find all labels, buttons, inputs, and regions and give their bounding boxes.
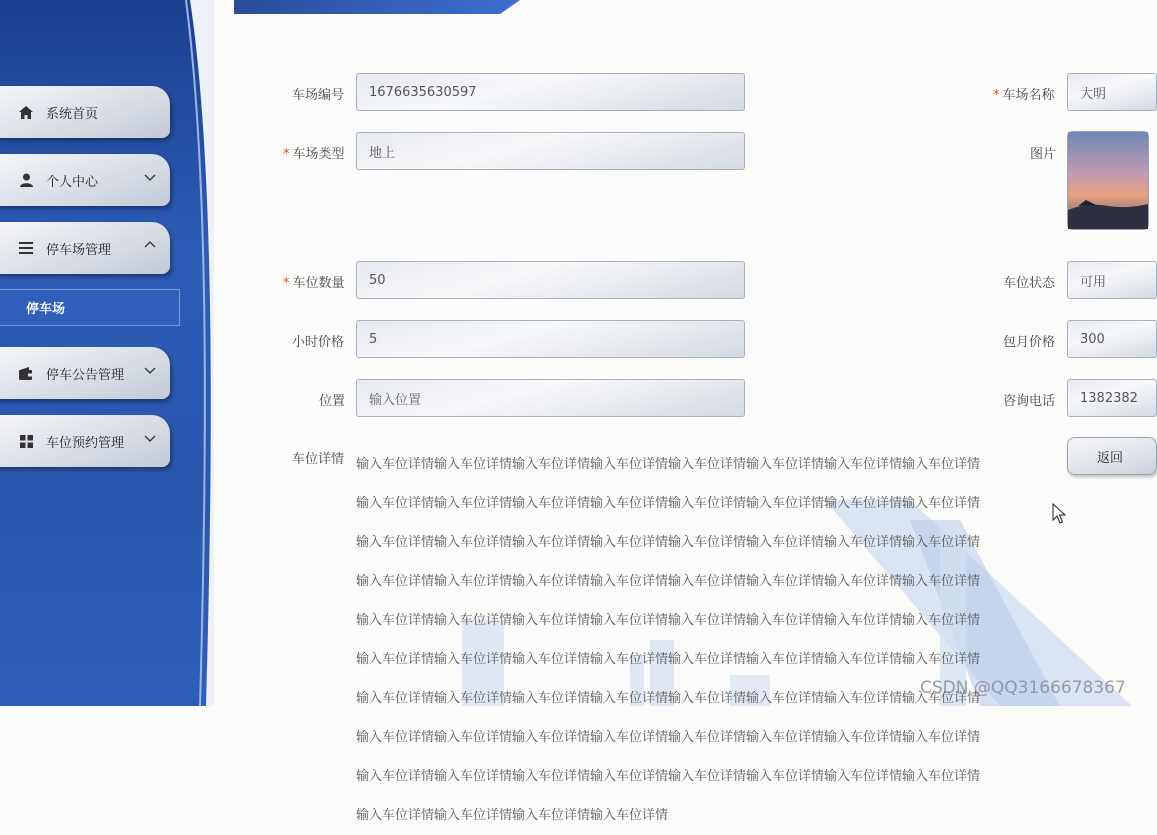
lot-number-label: 车场编号: [292, 88, 345, 103]
sidebar-subitem-label: 停车场: [26, 302, 66, 317]
back-button[interactable]: [1067, 437, 1157, 475]
space-status-value: 可用: [1080, 274, 1107, 290]
detail-label: 车位详情: [292, 452, 345, 467]
chevron-down-icon: [144, 432, 156, 444]
back-button-label: 返回: [1097, 450, 1124, 466]
breadcrumb-bar: [234, 0, 520, 14]
sidebar-item-personal-center[interactable]: [0, 154, 170, 206]
hourly-price-value: 5: [369, 331, 378, 347]
phone-value: 1382382: [1080, 390, 1138, 406]
wallet-icon: [18, 365, 34, 381]
lot-number-field[interactable]: [356, 73, 745, 111]
chevron-down-icon: [144, 364, 156, 376]
monthly-price-label: 包月价格: [1003, 335, 1056, 350]
monthly-price-field[interactable]: [1067, 320, 1157, 358]
lot-number-value: 1676635630597: [369, 84, 477, 100]
phone-label: 咨询电话: [1003, 394, 1056, 409]
sidebar-subitem-parking-lot[interactable]: [0, 289, 180, 326]
space-count-value: 50: [369, 272, 386, 288]
hourly-price-field[interactable]: [356, 320, 745, 358]
user-icon: [18, 172, 34, 188]
sidebar-item-label: 系统首页: [46, 106, 99, 122]
sidebar-item-home[interactable]: [0, 86, 170, 138]
list-icon: [18, 240, 34, 256]
location-input[interactable]: [356, 379, 745, 417]
watermark: CSDN @QQ3166678367: [920, 678, 1126, 698]
detail-text: 输入车位详情输入车位详情输入车位详情输入车位详情输入车位详情输入车位详情输入车位详情输入车位详情输入车位详情输入车位详情输入车位详情输入车位详情输入车位详情输入车位详情输入车位详情输入车位详情输入车位详情输入车位详情输入车位详情输入车位详情输入车位详情输入车位详情输入车位详情输入车位详情输入车位详情输入车位详情输入车位详情输入车位详情输入车位详情输入车位详情输入车位详情输入车位详情输入车位详情输入车位详情输入车位详情输入车位详情输入车位详情输入车位详情输入车位详情输入车位详情输入车位详情输入车位详情输入车位详情输入车位详情输入车位详情输入车位详情输入车位详情输入车位详情输入车位详情输入车位详情输入车位详情输入车位详情输入车位详情输入车位详情输入车位详情输入车位详情输入车位详情输入车位详情输入车位详情输入车位详情输入车位详情输入车位详情输入车位详情输入车位详情输入车位详情输入车位详情输入车位详情输入车位详情输入车位详情输入车位详情输入车位详情输入车位详情输入车位详情输入车位详情输入车位详情输入车位详情: [356, 457, 981, 823]
sidebar-item-parking-notice-management[interactable]: [0, 347, 170, 399]
location-label: 位置: [319, 394, 346, 409]
lot-name-label: * 车场名称: [993, 88, 1055, 103]
space-status-label: 车位状态: [1003, 276, 1056, 291]
chevron-up-icon: [144, 239, 156, 251]
location-placeholder: 输入位置: [369, 392, 422, 408]
detail-editor[interactable]: [356, 445, 986, 823]
hourly-price-label: 小时价格: [292, 335, 345, 350]
space-status-select[interactable]: [1067, 261, 1157, 299]
lot-type-value: 地上: [369, 145, 396, 161]
sidebar-item-label: 停车场管理: [46, 242, 112, 258]
lot-name-value: 大明: [1080, 86, 1107, 102]
sidebar-item-parking-lot-management[interactable]: [0, 222, 170, 274]
sidebar-item-space-reservation-management[interactable]: [0, 415, 170, 467]
monthly-price-value: 300: [1080, 331, 1105, 347]
grid-icon: [18, 433, 34, 449]
image-label: 图片: [1030, 147, 1057, 162]
space-count-field[interactable]: [356, 261, 745, 299]
space-count-label: * 车位数量: [283, 276, 345, 291]
sidebar: [0, 0, 214, 706]
phone-field[interactable]: [1067, 379, 1157, 417]
sidebar-item-label: 车位预约管理: [46, 435, 125, 451]
home-icon: [18, 104, 34, 120]
lot-type-label: * 车场类型: [283, 147, 345, 162]
lot-type-select[interactable]: [356, 132, 745, 170]
lot-name-field[interactable]: [1067, 73, 1157, 111]
lot-image[interactable]: [1067, 131, 1149, 230]
sidebar-item-label: 停车公告管理: [46, 367, 125, 383]
mouse-cursor-icon: [1052, 503, 1066, 525]
chevron-down-icon: [144, 171, 156, 183]
sidebar-item-label: 个人中心: [46, 174, 99, 190]
